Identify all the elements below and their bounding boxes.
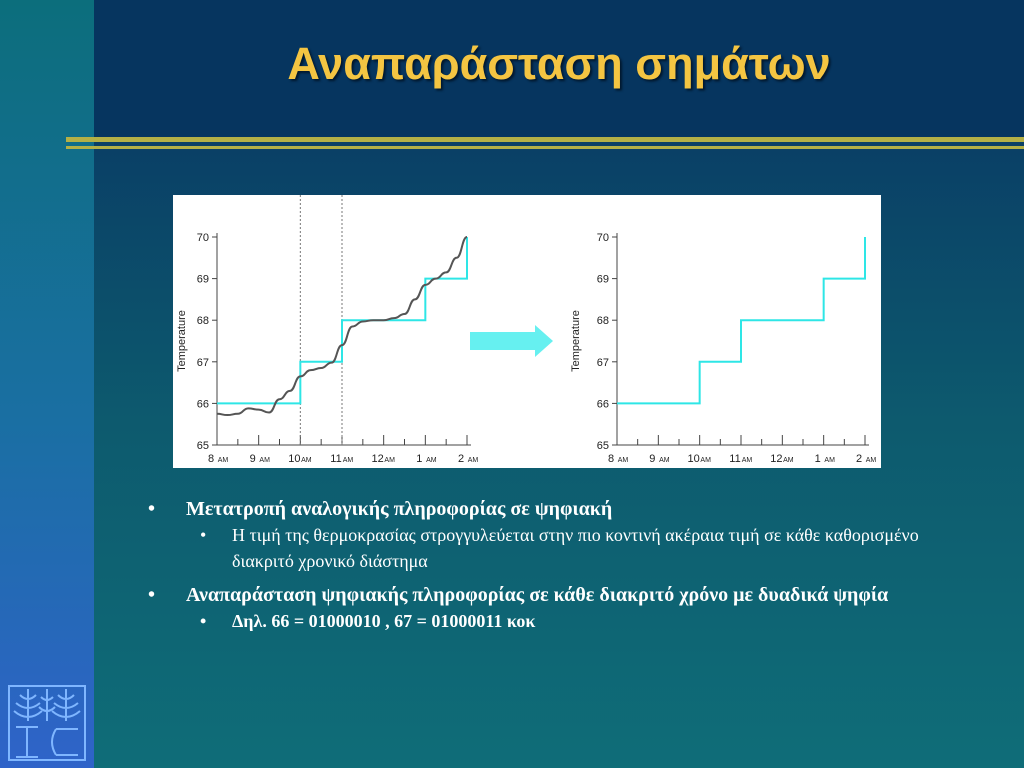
digital-step-line xyxy=(217,237,467,403)
y-tick-label: 68 xyxy=(196,315,209,328)
x-tick-unit: AM xyxy=(617,457,629,464)
x-tick-unit: AM xyxy=(741,457,753,464)
chart-digital xyxy=(570,232,876,465)
y-tick-label: 69 xyxy=(196,273,209,286)
bullet-2-sub-1 xyxy=(146,608,976,634)
bullet-1-text: Μετατροπή αναλογικής πληροφορίας σε ψηφιακή xyxy=(186,498,613,520)
bullet-1-sub-1 xyxy=(146,522,976,574)
y-tick-label: 67 xyxy=(596,356,609,369)
y-tick-label: 68 xyxy=(596,315,609,328)
y-tick-label: 69 xyxy=(596,273,609,286)
bullet-1 xyxy=(146,496,976,522)
university-logo-icon xyxy=(8,685,86,761)
bullet-2 xyxy=(146,582,976,608)
bullet-dot: • xyxy=(200,525,207,545)
x-tick-label: 12 xyxy=(371,453,384,465)
x-tick-label: 11 xyxy=(729,453,741,465)
x-tick-unit: AM xyxy=(301,457,312,464)
y-tick-label: 66 xyxy=(196,398,209,411)
charts-svg xyxy=(173,195,881,468)
bullet-dot: • xyxy=(200,611,207,631)
y-tick-label: 70 xyxy=(596,232,609,244)
y-tick-label: 65 xyxy=(596,440,609,452)
y-axis-label: Temperature xyxy=(570,310,582,372)
x-tick-label: 2 xyxy=(855,453,863,465)
x-tick-unit: AM xyxy=(824,457,835,464)
x-tick-unit: AM xyxy=(384,457,395,464)
x-tick-unit: AM xyxy=(865,457,877,464)
x-tick-label: 1 xyxy=(814,453,821,465)
bullet-2-text: Αναπαράσταση ψηφιακής πληροφορίας σε κάθε διακριτό χρόνο με δυαδικά ψηφία xyxy=(186,584,889,606)
y-axis-label: Temperature xyxy=(176,310,188,372)
y-tick-label: 67 xyxy=(196,356,209,369)
chart-analog-vs-digital xyxy=(176,195,478,465)
x-tick-unit: AM xyxy=(783,457,794,464)
bullet-dot: • xyxy=(148,584,156,606)
bullet-1-sub-1-text: Η τιμή της θερμοκρασίας στρογγυλεύεται στην πιο κοντινή ακέραια τιμή σε κάθε καθορισμένο διακριτό χρονικό διάστημα xyxy=(232,525,919,571)
x-tick-label: 2 xyxy=(457,453,465,465)
x-tick-label: 8 xyxy=(607,453,615,465)
slide-title: Αναπαράσταση σημάτων xyxy=(287,38,831,89)
bullet-list xyxy=(146,496,976,634)
x-tick-unit: AM xyxy=(659,457,670,464)
bullet-dot: • xyxy=(148,498,156,520)
x-tick-label: 11 xyxy=(330,453,342,465)
x-tick-label: 9 xyxy=(649,453,656,465)
x-tick-label: 10 xyxy=(687,453,700,465)
left-sidebar-band xyxy=(0,0,94,768)
x-tick-label: 1 xyxy=(416,453,423,465)
x-tick-unit: AM xyxy=(342,457,354,464)
x-tick-unit: AM xyxy=(700,457,711,464)
digital-step-line xyxy=(617,237,865,403)
right-arrow-icon xyxy=(470,325,553,357)
title-rule-top xyxy=(66,137,1024,142)
x-tick-label: 12 xyxy=(770,453,783,465)
x-tick-unit: AM xyxy=(467,457,479,464)
chart-panel xyxy=(173,195,881,468)
x-tick-label: 8 xyxy=(207,453,215,465)
x-tick-unit: AM xyxy=(259,457,270,464)
x-tick-label: 10 xyxy=(288,453,301,465)
title-rule-bottom xyxy=(66,146,1024,149)
y-tick-label: 70 xyxy=(196,232,209,244)
x-tick-label: 9 xyxy=(249,453,256,465)
bullet-2-sub-1-text: Δηλ. 66 = 01000010 , 67 = 01000011 κοκ xyxy=(232,611,536,631)
x-tick-unit: AM xyxy=(217,457,229,464)
y-tick-label: 66 xyxy=(596,398,609,411)
y-tick-label: 65 xyxy=(196,440,209,452)
x-tick-unit: AM xyxy=(426,457,437,464)
